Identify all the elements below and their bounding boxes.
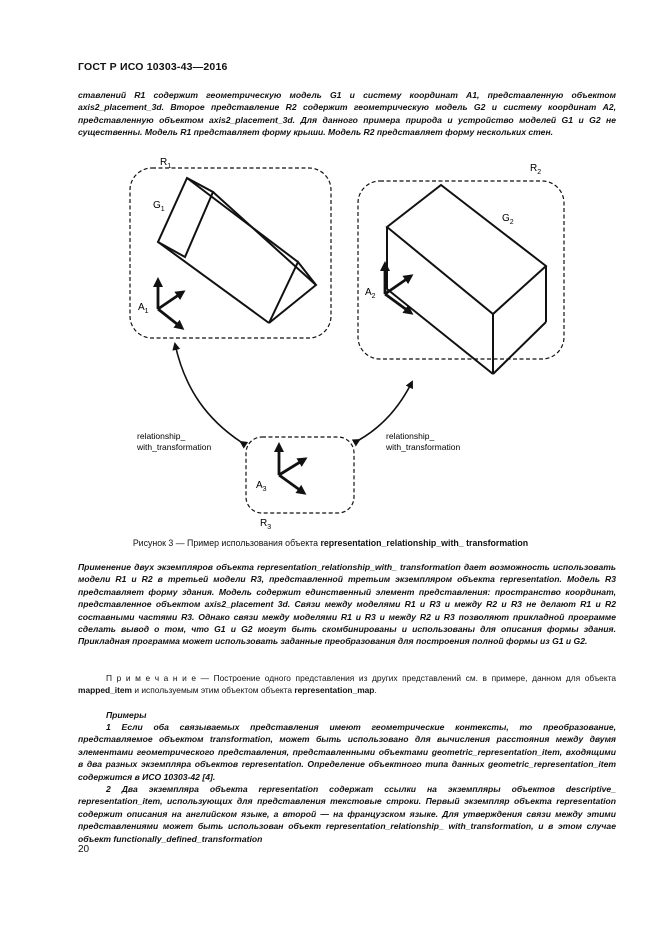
label-rel-right-1: relationship_ (386, 431, 435, 441)
label-rel-right-2: with_transformation (386, 442, 461, 452)
g1-prism (158, 178, 316, 323)
application-paragraph: Применение двух экземпляров объекта representation_relationship_with_ transformation дает возможность использовать модели R1 и R2 в третьей модели R3, представленной третьим экземпляром объекта representation. Модель R3 представляет форму здания. Модель содержит единственный элемент представления: пространство координат, представленное объектом axis2_placement 3d. Связи между моделями R1 и R3 и между R2 и R3 не делают R1 и R2 составными частями R3. Однако связи между моделями R1 и R3 и между R2 и R3 позволяют прикладной программе сделать вывод о том, что G1 и G2 могут быть скомбинированы и использованы для описания формы здания. Прикладная программа может использовать заданные преобразования для построения полной формы из G1 и G2. (78, 562, 616, 647)
label-rel-left-2: with_transformation (137, 442, 212, 452)
relationship-arrow-left (175, 344, 241, 442)
r2-box (358, 181, 564, 359)
label-g1: $G_1$ (153, 200, 165, 213)
intro-paragraph: ставлений R1 содержит геометрическую модель G1 и систему координат A1, представленную объектом axis2_placement_3d. Второе представление R2 содержит геометрическую модель G2 и систему координат A2, представленную объектом axis2_placement_3d. Для данного примера природа и устройство моделей G1 и G2 не существенны. Модель R1 представляет форму крыши. Модель R2 представляет форму нескольких стен. (78, 90, 616, 138)
label-r2: $R_2$ (530, 163, 542, 176)
figure-caption: Рисунок 3 — Пример использования объекта representation_relationship_with_ transformation (132, 538, 529, 548)
page-number: 20 (78, 844, 90, 855)
note-label: П р и м е ч а н и е (106, 673, 197, 683)
document-header: ГОСТ Р ИСО 10303-43—2016 (78, 61, 228, 73)
label-r3: $R_3$ (260, 518, 272, 531)
examples-heading: Примеры (106, 710, 147, 720)
label-a3: $A_3$ (256, 480, 267, 493)
label-a1: $A_1$ (138, 302, 149, 315)
label-r1: $R_1$ (160, 157, 172, 170)
label-a2: $A_2$ (365, 287, 376, 300)
label-g2: $G_2$ (502, 213, 514, 226)
label-rel-left-1: relationship_ (137, 431, 186, 441)
g2-box (387, 185, 546, 374)
r3-box (246, 437, 354, 513)
r1-box (130, 168, 331, 338)
example-1: 1 Если оба связываемых представления имеют геометрические контексты, то преобразование, представляемое объектом transformation, может быть использовано для вычисления расстояния между двумя элементами геометрического представления, представленными объектами geometric_representation_item, входящими в два разных экземпляра объектов representation. Определение объектного типа данных geometric_representation_item содержится в ИСО 10303-42 [4]. (78, 722, 616, 782)
a3-axes (279, 445, 305, 493)
example-2: 2 Два экземпляра объекта representation содержат ссылки на экземпляры объектов descriptive_ representation_item, использующих для представления текстовые строки. Первый экземпляр объекта representation содержит описания на английском языке, а второй — на французском языке. Для утверждения связи между этими представлениями может быть использован объект representation_relationship_ with_transformation, и в этом случае объект functionally_defined_transformation (78, 784, 616, 844)
note-paragraph: П р и м е ч а н и е — Построение одного представления из других представлений см. в примере, данном для объекта mapped_item и используемым этим объектом объекта representation_map. (78, 673, 616, 696)
a1-axes (158, 280, 183, 328)
